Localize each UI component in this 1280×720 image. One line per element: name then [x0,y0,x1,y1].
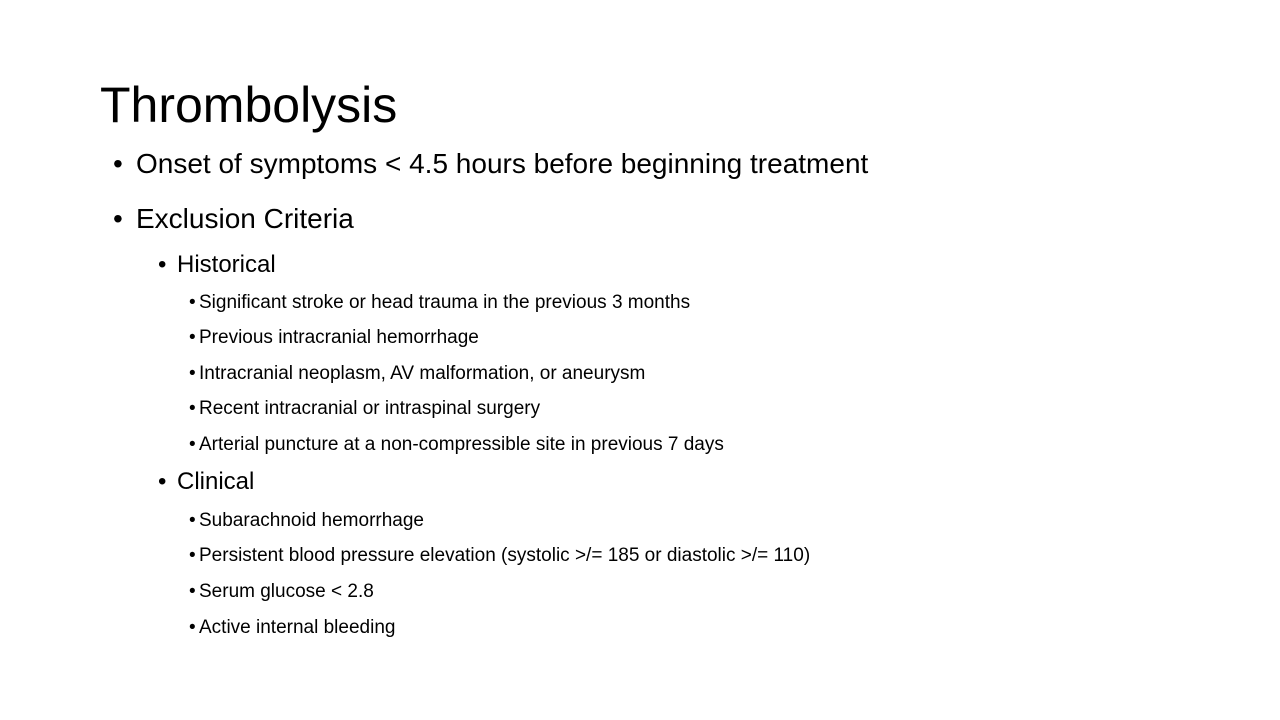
list-item-text: Subarachnoid hemorrhage [199,510,424,531]
list-item [189,363,645,385]
bullet-text: Clinical [177,468,255,495]
list-item [189,617,395,639]
list-item [189,327,479,349]
list-item-text: Recent intracranial or intraspinal surgery [199,398,541,419]
subheading-clinical [158,468,254,496]
list-item-text: Persistent blood pressure elevation (systolic >/= 185 or diastolic >/= 110) [199,545,811,566]
list-item-text: Active internal bleeding [199,617,396,638]
bullet-icon: • [158,468,167,495]
bullet-icon: • [113,148,123,179]
bullet-icon: • [189,510,196,531]
bullet-exclusion-criteria [113,203,354,235]
bullet-icon: • [189,581,196,602]
subheading-historical [158,251,276,279]
bullet-text: Onset of symptoms < 4.5 hours before beginning treatment [136,148,869,179]
list-item [189,398,540,420]
list-item [189,434,724,456]
bullet-icon: • [189,617,196,638]
list-item [189,581,374,603]
bullet-icon: • [189,363,196,384]
list-item [189,545,810,567]
list-item-text: Arterial puncture at a non-compressible site in previous 7 days [199,434,724,455]
list-item [189,292,690,314]
bullet-icon: • [189,327,196,348]
bullet-icon: • [189,545,196,566]
bullet-icon: • [158,251,167,278]
bullet-icon: • [189,292,196,313]
list-item [189,510,424,532]
bullet-onset [113,148,868,180]
bullet-icon: • [189,434,196,455]
bullet-icon: • [113,203,123,234]
bullet-text: Historical [177,251,276,278]
bullet-text: Exclusion Criteria [136,203,354,234]
list-item-text: Significant stroke or head trauma in the previous 3 months [199,292,691,313]
list-item-text: Intracranial neoplasm, AV malformation, or aneurysm [199,363,646,384]
slide-title: Thrombolysis [100,77,398,133]
list-item-text: Previous intracranial hemorrhage [199,327,479,348]
bullet-icon: • [189,398,196,419]
list-item-text: Serum glucose < 2.8 [199,581,374,602]
